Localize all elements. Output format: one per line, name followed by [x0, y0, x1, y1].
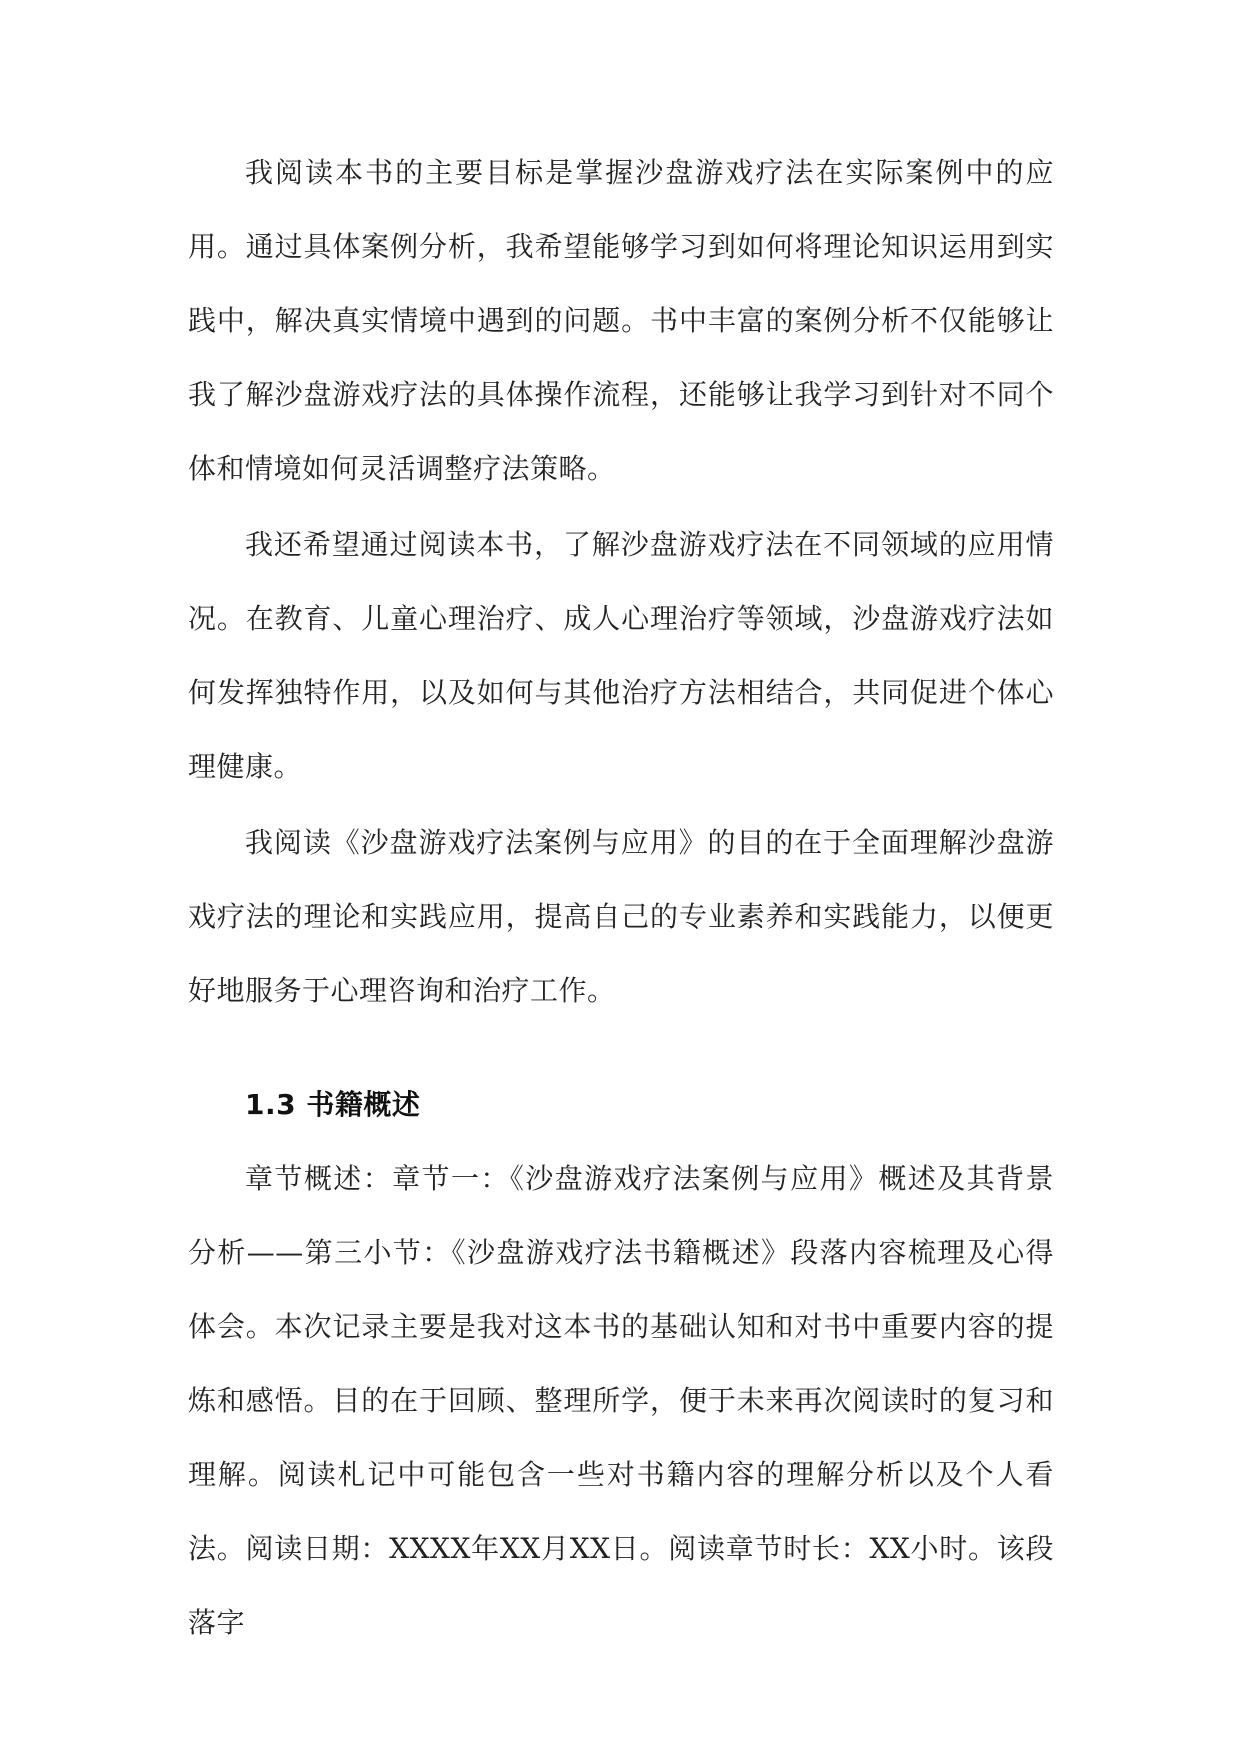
- paragraph-goal-summary: 我阅读《沙盘游戏疗法案例与应用》的目的在于全面理解沙盘游戏疗法的理论和实践应用，提高自己的专业素养和实践能力，以便更好地服务于心理咨询和治疗工作。: [188, 826, 1054, 1007]
- paragraph-chapter-overview: 章节概述：章节一：《沙盘游戏疗法案例与应用》概述及其背景分析——第三小节：《沙盘游戏疗法书籍概述》段落内容梳理及心得体会。本次记录主要是我对这本书的基础认知和对书中重要内容的提炼和感悟。目的在于回顾、整理所学，便于未来再次阅读时的复习和理解。阅读札记中可能包含一些对书籍内容的理解分析以及个人看法。阅读日期：XXXX年XX月XX日。阅读章节时长：XX小时。该段落字: [188, 1162, 1054, 1639]
- paragraph-goal-cases: 我阅读本书的主要目标是掌握沙盘游戏疗法在实际案例中的应用。通过具体案例分析，我希望能够学习到如何将理论知识运用到实践中，解决真实情境中遇到的问题。书中丰富的案例分析不仅能够让我了解沙盘游戏疗法的具体操作流程，还能够让我学习到针对不同个体和情境如何灵活调整疗法策略。: [188, 156, 1054, 485]
- paragraph-goal-fields: 我还希望通过阅读本书，了解沙盘游戏疗法在不同领域的应用情况。在教育、儿童心理治疗、成人心理治疗等领域，沙盘游戏疗法如何发挥独特作用，以及如何与其他治疗方法相结合，共同促进个体心理健康。: [188, 528, 1054, 783]
- document-body: [188, 136, 1054, 1662]
- section-heading: 1.3 书籍概述: [245, 1088, 421, 1121]
